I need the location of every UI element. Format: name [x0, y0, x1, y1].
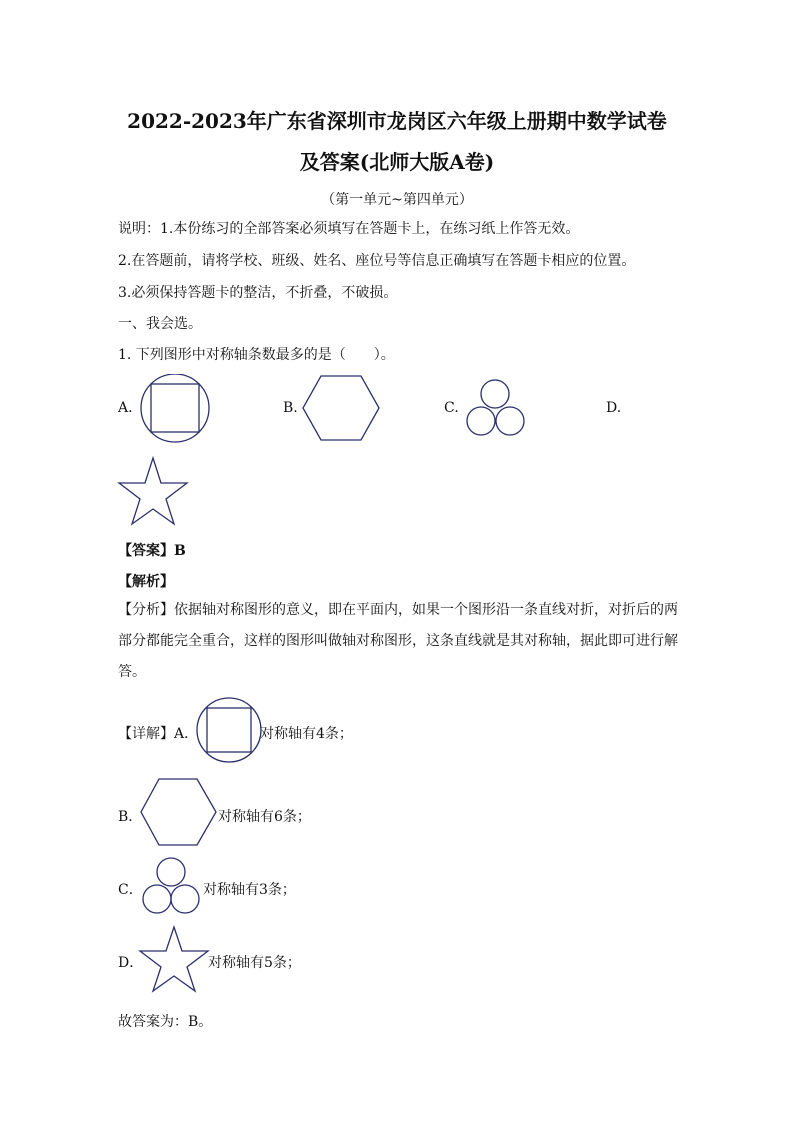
analysis-label: 【解析】 [118, 574, 174, 590]
note-3: 3.必须保持答题卡的整洁，不折叠，不破损。 [118, 285, 398, 301]
note-2: 2.在答题前，请将学校、班级、姓名、座位号等信息正确填写在答题卡相应的位置。 [118, 253, 636, 269]
detail-c-text: 对称轴有3条； [203, 882, 296, 898]
hexagon-figure-b [302, 374, 382, 444]
hexagon-detail-b [140, 777, 220, 849]
star-detail-d [138, 925, 210, 993]
option-a-label: A. [118, 400, 133, 416]
detail-d-label: D． [118, 955, 144, 971]
three-circles-figure-c [462, 378, 530, 440]
title-line-2: 及答案(北师大版A卷) [299, 150, 495, 174]
circle-square-detail-a [196, 697, 264, 765]
option-d-label: D. [606, 400, 622, 416]
section-heading: 一、我会选。 [118, 316, 202, 332]
detail-b-text: 对称轴有6条； [218, 809, 311, 825]
option-c-label: C. [444, 400, 459, 416]
subtitle: （第一单元~第四单元） [321, 192, 473, 208]
detail-c-label: C． [118, 882, 143, 898]
answer-label: 【答案】B [118, 543, 186, 559]
detail-a-prefix: 【详解】A． [118, 726, 199, 742]
star-figure-d [116, 456, 190, 526]
title-line-1: 2022-2023年广东省深圳市龙岗区六年级上册期中数学试卷 [127, 109, 667, 133]
three-circles-detail-c [138, 856, 206, 916]
option-b-label: B. [283, 400, 298, 416]
question-1: 1. 下列图形中对称轴条数最多的是（ ）。 [118, 347, 395, 363]
analysis-text: 【分析】依据轴对称图形的意义，即在平面内，如果一个图形沿一条直线对折，对折后的两部分都能完全重合，这样的图形叫做轴对称图形，这条直线就是其对称轴，据此即可进行解答。 [118, 602, 678, 680]
detail-a-text: 对称轴有4条； [260, 726, 353, 742]
detail-d-text: 对称轴有5条； [208, 955, 301, 971]
circle-square-figure-a [140, 374, 212, 446]
detail-b-label: B． [118, 809, 143, 825]
note-1: 说明：1.本份练习的全部答案必须填写在答题卡上，在练习纸上作答无效。 [118, 221, 580, 237]
conclusion: 故答案为：B。 [118, 1014, 213, 1030]
